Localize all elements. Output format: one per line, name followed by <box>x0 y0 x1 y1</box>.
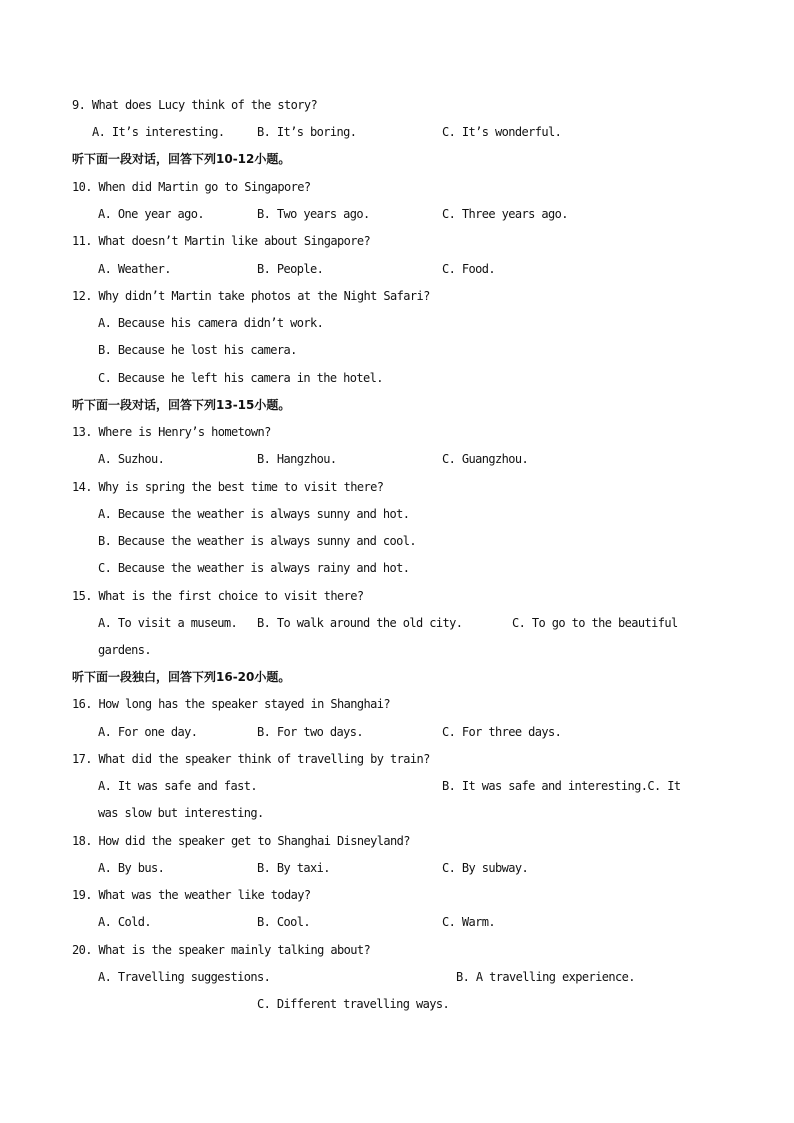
q11-option-c: C. Food. <box>442 262 495 276</box>
q20-option-c: C. Different travelling ways. <box>257 997 450 1011</box>
q10-option-b: B. Two years ago. <box>257 207 370 221</box>
q15-option-c-continued: gardens. <box>98 643 151 657</box>
q13-option-c: C. Guangzhou. <box>442 452 529 466</box>
question-17: 17. What did the speaker think of travelling by train? <box>72 752 430 766</box>
q17-option-c-continued: was slow but interesting. <box>98 806 264 820</box>
q19-option-c: C. Warm. <box>442 915 495 929</box>
q19-option-b: B. Cool. <box>257 915 310 929</box>
q13-option-b: B. Hangzhou. <box>257 452 337 466</box>
question-18: 18. How did the speaker get to Shanghai Disneyland? <box>72 834 410 848</box>
q15-option-a: A. To visit a museum. <box>98 616 238 630</box>
q9-option-c: C. It’s wonderful. <box>442 125 562 139</box>
q11-option-b: B. People. <box>257 262 324 276</box>
q15-option-b: B. To walk around the old city. <box>257 616 463 630</box>
question-13: 13. Where is Henry’s hometown? <box>72 425 271 439</box>
q19-option-a: A. Cold. <box>98 915 151 929</box>
question-12: 12. Why didn’t Martin take photos at the Night Safari? <box>72 289 430 303</box>
q18-option-c: C. By subway. <box>442 861 529 875</box>
q17-option-a: A. It was safe and fast. <box>98 779 257 793</box>
q18-option-b: B. By taxi. <box>257 861 330 875</box>
q12-option-c: C. Because he left his camera in the hotel. <box>98 371 383 385</box>
q16-option-b: B. For two days. <box>257 725 363 739</box>
q9-option-a: A. It’s interesting. <box>92 125 225 139</box>
q20-option-a: A. Travelling suggestions. <box>98 970 271 984</box>
question-14: 14. Why is spring the best time to visit there? <box>72 480 384 494</box>
q12-option-a: A. Because his camera didn’t work. <box>98 316 324 330</box>
q13-option-a: A. Suzhou. <box>98 452 165 466</box>
question-20: 20. What is the speaker mainly talking about? <box>72 943 371 957</box>
q20-option-b: B. A travelling experience. <box>456 970 635 984</box>
q14-option-c: C. Because the weather is always rainy and hot. <box>98 561 410 575</box>
question-10: 10. When did Martin go to Singapore? <box>72 180 311 194</box>
q14-option-b: B. Because the weather is always sunny and cool. <box>98 534 416 548</box>
section-heading-16-20: 听下面一段独白，回答下列16-20小题。 <box>72 670 291 684</box>
q9-option-b: B. It’s boring. <box>257 125 357 139</box>
question-19: 19. What was the weather like today? <box>72 888 311 902</box>
section-heading-10-12: 听下面一段对话，回答下列10-12小题。 <box>72 152 291 166</box>
section-heading-13-15: 听下面一段对话，回答下列13-15小题。 <box>72 398 291 412</box>
q16-option-c: C. For three days. <box>442 725 562 739</box>
q11-option-a: A. Weather. <box>98 262 171 276</box>
q17-option-b: B. It was safe and interesting.C. It <box>442 779 681 793</box>
q10-option-a: A. One year ago. <box>98 207 204 221</box>
question-15: 15. What is the first choice to visit there? <box>72 589 364 603</box>
q16-option-a: A. For one day. <box>98 725 198 739</box>
q18-option-a: A. By bus. <box>98 861 165 875</box>
question-9: 9. What does Lucy think of the story? <box>72 98 318 112</box>
q10-option-c: C. Three years ago. <box>442 207 568 221</box>
q14-option-a: A. Because the weather is always sunny and hot. <box>98 507 410 521</box>
question-16: 16. How long has the speaker stayed in Shanghai? <box>72 697 390 711</box>
question-11: 11. What doesn’t Martin like about Singapore? <box>72 234 371 248</box>
q15-option-c: C. To go to the beautiful <box>512 616 678 630</box>
q12-option-b: B. Because he lost his camera. <box>98 343 297 357</box>
